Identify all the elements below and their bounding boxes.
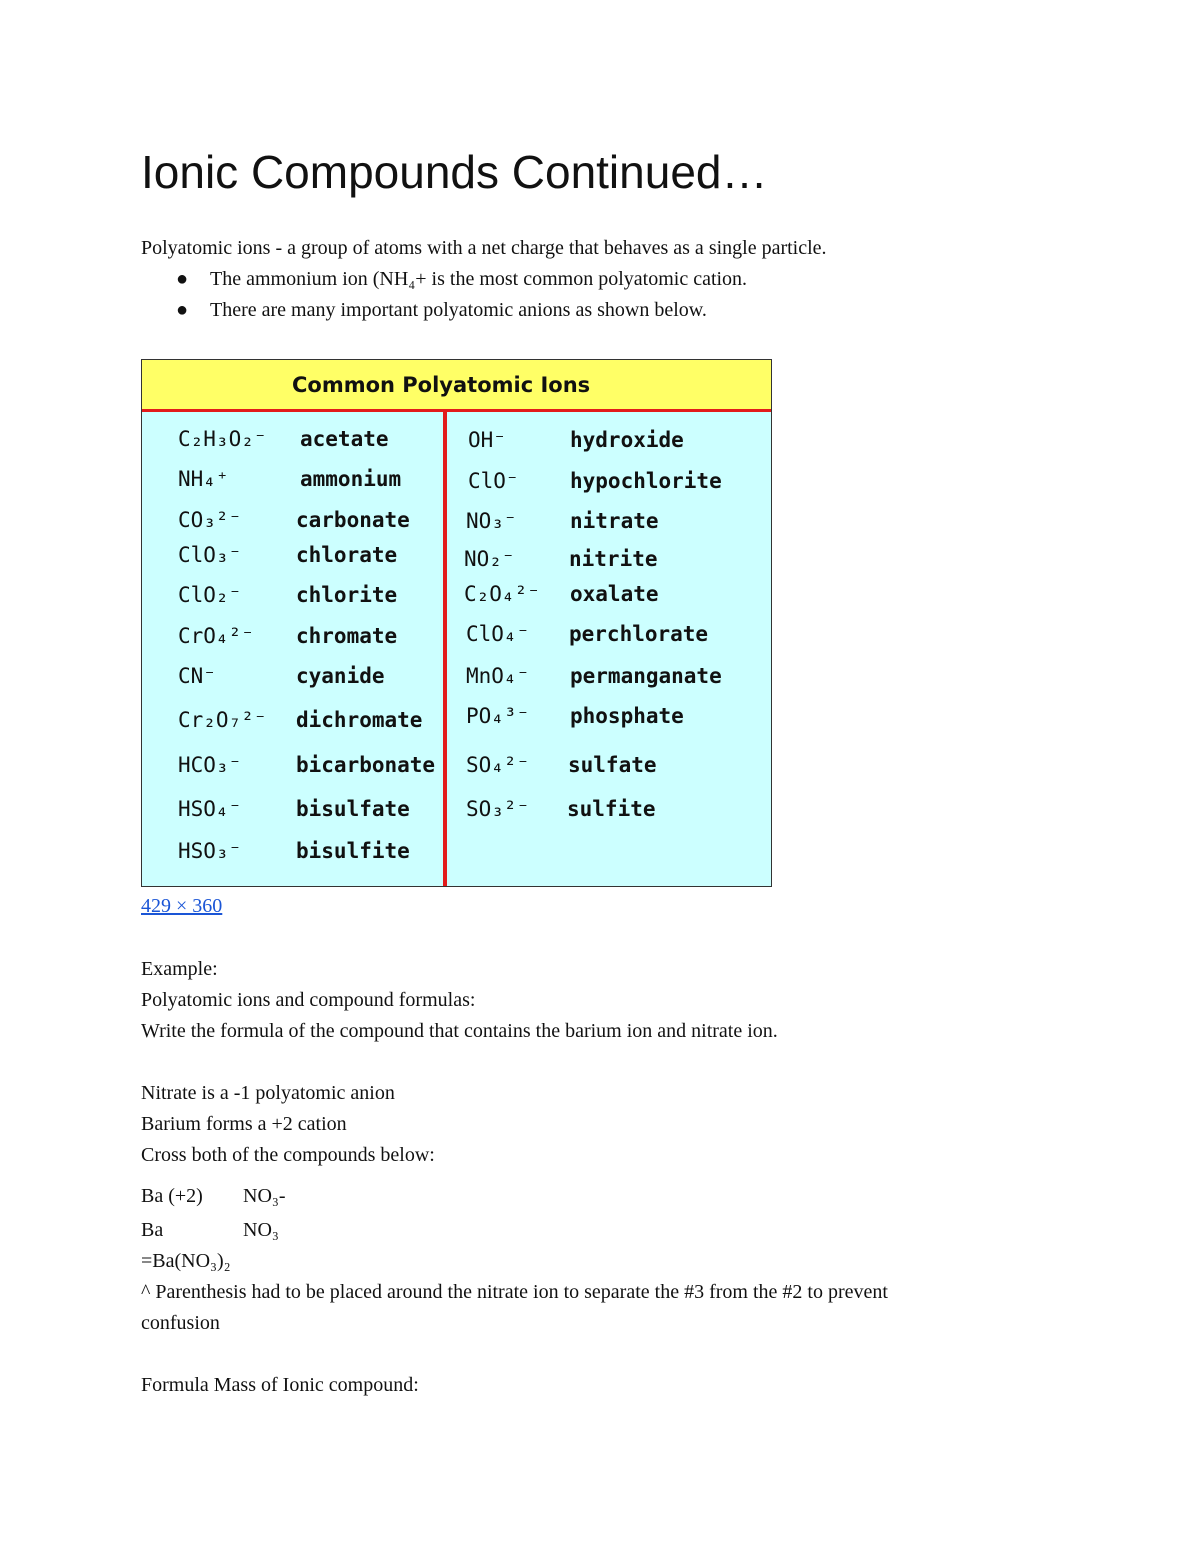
ion-name: oxalate (570, 582, 659, 606)
ion-formula: NH₄⁺ (178, 467, 229, 491)
intro-text: Polyatomic ions - a group of atoms with a net charge that behaves as a single particle. (141, 237, 827, 259)
bullet-anions (176, 298, 707, 322)
ion-formula: CO₃²⁻ (178, 508, 242, 532)
ion-name: bisulfate (296, 797, 410, 821)
table-header (142, 360, 771, 412)
cross-row-2-left: Ba (141, 1219, 164, 1241)
ion-formula: HSO₃⁻ (178, 839, 242, 863)
ion-formula: NO₂⁻ (464, 547, 515, 571)
cross-row-1-right: NO₃- (243, 1185, 286, 1207)
ion-name: hydroxide (570, 428, 684, 452)
bullet-text: There are many important polyatomic anions as shown below. (210, 299, 707, 321)
column-divider (443, 412, 447, 886)
ion-formula: CN⁻ (178, 664, 216, 688)
ion-name: bicarbonate (296, 753, 436, 777)
ion-name: permanganate (570, 664, 722, 688)
ion-formula: ClO₂⁻ (178, 583, 242, 607)
ion-formula: OH⁻ (468, 428, 506, 452)
ion-name: perchlorate (569, 622, 709, 646)
ion-formula: HCO₃⁻ (178, 753, 242, 777)
ion-name: bisulfite (296, 839, 410, 863)
example-subtitle: Polyatomic ions and compound formulas: (141, 989, 476, 1011)
formula-mass-heading: Formula Mass of Ionic compound: (141, 1374, 419, 1396)
result-formula: =Ba(NO₃)₂ (141, 1250, 231, 1272)
ion-name: chlorate (296, 543, 398, 567)
bullet-ammonium (176, 267, 747, 291)
cross-row-1-left: Ba (+2) (141, 1185, 203, 1207)
ion-formula: C₂H₃O₂⁻ (178, 427, 267, 451)
ion-formula: SO₄²⁻ (466, 753, 530, 777)
page-title: Ionic Compounds Continued… (141, 146, 768, 198)
ion-formula: MnO₄⁻ (466, 664, 530, 688)
ion-name: chlorite (296, 583, 398, 607)
ion-formula: ClO⁻ (468, 469, 519, 493)
cross-row-2-right: NO₃ (243, 1219, 279, 1241)
ion-formula: NO₃⁻ (466, 509, 517, 533)
ion-formula: SO₃²⁻ (466, 797, 530, 821)
ion-formula: C₂O₄²⁻ (464, 582, 540, 606)
ion-name: phosphate (570, 704, 684, 728)
ion-name: hypochlorite (570, 469, 722, 493)
ion-name: nitrite (569, 547, 658, 571)
ion-formula: HSO₄⁻ (178, 797, 242, 821)
ion-name: dichromate (296, 708, 423, 732)
ion-name: sulfite (567, 797, 656, 821)
ion-formula: PO₄³⁻ (466, 704, 530, 728)
ion-name: nitrate (570, 509, 659, 533)
ion-formula: Cr₂O₇²⁻ (178, 708, 267, 732)
ion-name: ammonium (300, 467, 402, 491)
step-text: Cross both of the compounds below: (141, 1144, 435, 1166)
ion-name: sulfate (568, 753, 657, 777)
ion-formula: CrO₄²⁻ (178, 624, 254, 648)
ion-formula: ClO₃⁻ (178, 543, 242, 567)
polyatomic-ions-table (141, 359, 772, 887)
note-line-2: confusion (141, 1312, 220, 1334)
example-question: Write the formula of the compound that contains the barium ion and nitrate ion. (141, 1020, 778, 1042)
ion-name: cyanide (296, 664, 385, 688)
example-label: Example: (141, 958, 218, 980)
step-text: Barium forms a +2 cation (141, 1113, 347, 1135)
bullet-text: The ammonium ion (NH₄+ is the most common polyatomic cation. (210, 268, 748, 290)
table-header-title: Common Polyatomic Ions (292, 373, 591, 397)
ion-name: acetate (300, 427, 389, 451)
bullet-dot-icon: ● (176, 268, 189, 290)
ion-name: chromate (296, 624, 398, 648)
ion-name: carbonate (296, 508, 410, 532)
ion-formula: ClO₄⁻ (466, 622, 530, 646)
step-text: Nitrate is a -1 polyatomic anion (141, 1082, 395, 1104)
bullet-dot-icon: ● (176, 299, 189, 321)
image-size-link[interactable]: 429 × 360 (141, 895, 223, 917)
note-line-1: ^ Parenthesis had to be placed around the nitrate ion to separate the #3 from the #2 to prevent (141, 1281, 888, 1303)
